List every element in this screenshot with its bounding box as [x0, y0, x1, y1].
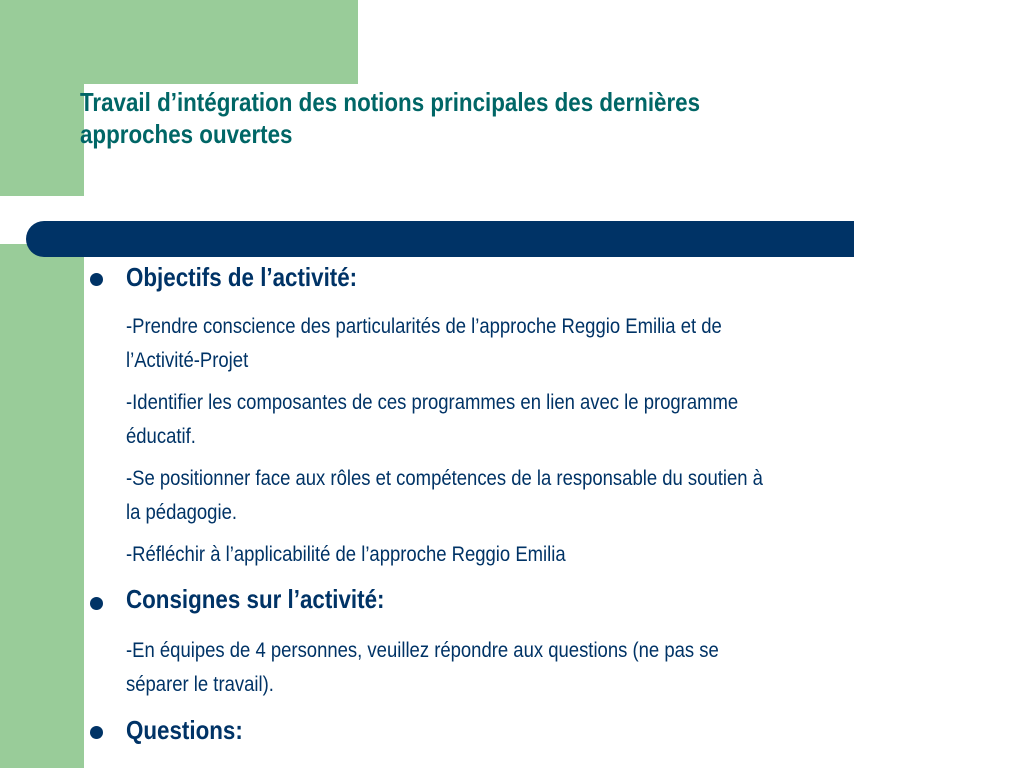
- slide-title: [80, 86, 854, 150]
- list-item: -Prendre conscience des particularités de l’approche Reggio Emilia et de: [126, 315, 722, 338]
- title-divider-bar: [26, 221, 854, 257]
- bullet-icon: [90, 597, 103, 610]
- section-heading-objectifs: Objectifs de l’activité:: [126, 262, 358, 292]
- green-side-band: [0, 0, 84, 768]
- bullet-icon: [90, 726, 103, 739]
- list-item: -Se positionner face aux rôles et compétences de la responsable du soutien à: [126, 467, 763, 490]
- list-item: -Identifier les composantes de ces programmes en lien avec le programme: [126, 391, 739, 414]
- list-item: la pédagogie.: [126, 501, 237, 524]
- section-heading-questions: Questions:: [126, 715, 243, 745]
- list-item: séparer le travail).: [126, 673, 274, 696]
- slide-title-line-2: approches ouvertes: [80, 119, 293, 149]
- section-heading-consignes: Consignes sur l’activité:: [126, 584, 385, 614]
- bullet-icon: [90, 273, 103, 286]
- slide-title-line-1: Travail d’intégration des notions principales des dernières: [80, 87, 701, 117]
- list-item: -Réfléchir à l’applicabilité de l’approche Reggio Emilia: [126, 543, 566, 566]
- list-item: -En équipes de 4 personnes, veuillez répondre aux questions (ne pas se: [126, 639, 719, 662]
- list-item: éducatif.: [126, 425, 196, 448]
- list-item: l’Activité-Projet: [126, 349, 249, 372]
